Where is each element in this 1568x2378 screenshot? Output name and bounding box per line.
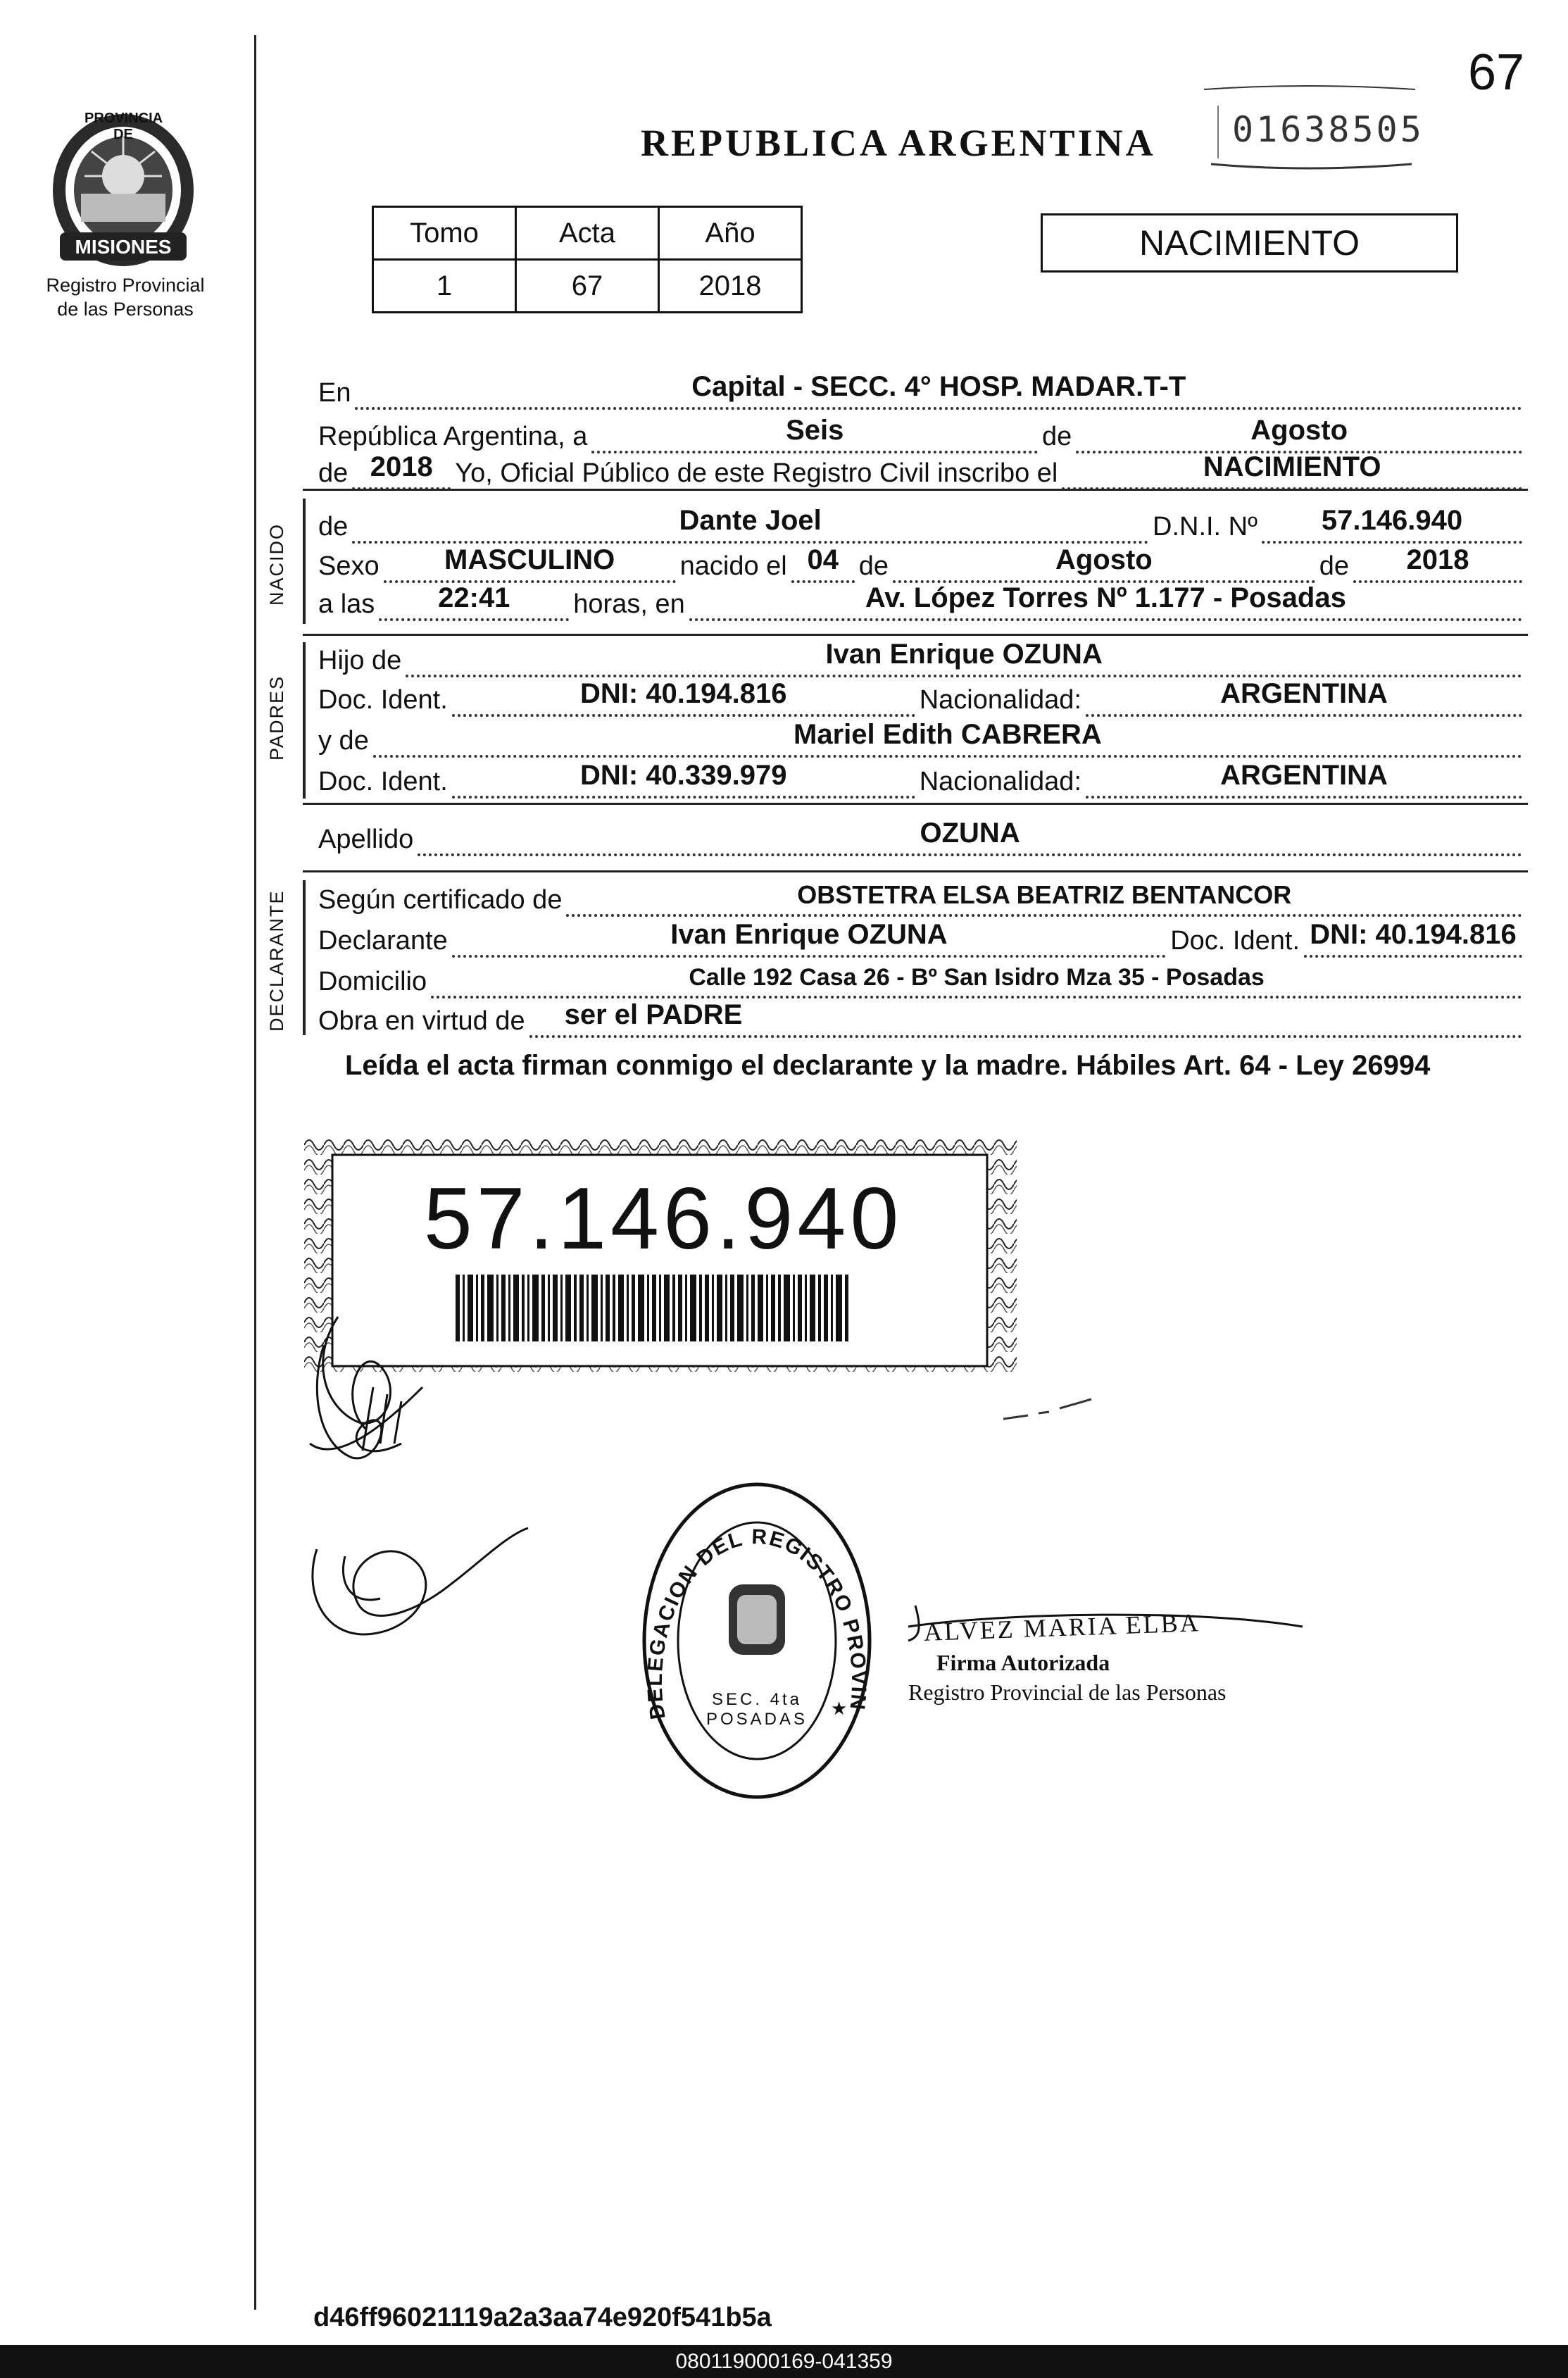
row-time-place bbox=[318, 582, 1526, 621]
row-place bbox=[318, 370, 1526, 410]
row-mother bbox=[318, 718, 1526, 758]
value-birth-day: 04 bbox=[807, 544, 839, 575]
ink-mark bbox=[1000, 1398, 1098, 1426]
field-domicilio bbox=[431, 956, 1522, 999]
signature-block bbox=[908, 1648, 1226, 1707]
padres-bracket bbox=[303, 642, 306, 799]
value-registration-type: NACIMIENTO bbox=[1203, 451, 1381, 482]
field-birth-month bbox=[893, 541, 1315, 583]
signer-name: ALVEZ MARIA ELBA bbox=[923, 1608, 1201, 1646]
signer-role: Firma Autorizada bbox=[936, 1650, 1110, 1675]
header-tomo: Tomo bbox=[373, 207, 516, 260]
field-father-nationality bbox=[1086, 675, 1522, 717]
field-mother-nationality bbox=[1086, 756, 1522, 799]
value-dni: 57.146.940 bbox=[1321, 505, 1463, 536]
field-registration-type bbox=[1062, 448, 1522, 490]
label-de-year-birth: de bbox=[1319, 551, 1349, 581]
label-en: En bbox=[318, 378, 351, 408]
value-birth-year: 2018 bbox=[1406, 544, 1469, 575]
row-apellido bbox=[318, 817, 1526, 856]
row-sex-birth bbox=[318, 544, 1526, 583]
field-day bbox=[591, 411, 1038, 453]
registry-name bbox=[20, 273, 231, 321]
field-apellido bbox=[418, 814, 1522, 856]
value-domicilio: Calle 192 Casa 26 - Bº San Isidro Mza 35 - Posadas bbox=[689, 964, 1265, 991]
value-mother-doc: DNI: 40.339.979 bbox=[579, 760, 787, 791]
label-doc-declarante: Doc. Ident. bbox=[1170, 926, 1300, 956]
label-nationality-mother: Nacionalidad: bbox=[919, 767, 1081, 796]
label-nacido-el: nacido el bbox=[679, 551, 787, 581]
page-number: 67 bbox=[1468, 44, 1525, 101]
signer-office: Registro Provincial de las Personas bbox=[908, 1679, 1227, 1705]
misiones-emblem bbox=[42, 109, 204, 271]
value-day: Seis bbox=[786, 415, 844, 446]
field-capacity bbox=[529, 996, 1522, 1038]
value-father-nationality: ARGENTINA bbox=[1220, 678, 1388, 709]
label-segun: Según certificado de bbox=[318, 885, 563, 915]
label-de-month: de bbox=[858, 551, 889, 581]
official-seal bbox=[637, 1479, 877, 1803]
seal-inner-text: SEC. 4ta POSADAS bbox=[705, 1690, 808, 1729]
field-birth-year bbox=[1353, 541, 1522, 583]
header-acta: Acta bbox=[516, 207, 659, 260]
value-tomo: 1 bbox=[373, 260, 516, 313]
label-horas: horas, en bbox=[573, 589, 685, 619]
registry-line-1: Registro Provincial bbox=[46, 275, 205, 296]
label-de-year: de bbox=[318, 458, 349, 488]
value-child-name: Dante Joel bbox=[679, 505, 822, 536]
field-mother-name bbox=[373, 715, 1522, 758]
value-father-name: Ivan Enrique OZUNA bbox=[825, 639, 1103, 670]
table-value-row bbox=[373, 260, 802, 313]
section-padres-label: PADRES bbox=[266, 675, 287, 761]
table-header-row bbox=[373, 207, 802, 260]
value-birth-place: Av. López Torres Nº 1.177 - Posadas bbox=[865, 582, 1346, 613]
serial-stamp bbox=[1200, 67, 1424, 173]
field-birth-time bbox=[379, 579, 569, 621]
left-margin-line bbox=[254, 35, 256, 2310]
label-oficial: Yo, Oficial Público de este Registro Civil inscribo el bbox=[455, 458, 1058, 488]
act-type-box: NACIMIENTO bbox=[1041, 213, 1458, 273]
row-father-doc bbox=[318, 677, 1526, 717]
signature-scribbles bbox=[296, 1303, 535, 1669]
label-sexo: Sexo bbox=[318, 551, 380, 581]
document-title: REPUBLICA ARGENTINA bbox=[641, 122, 1156, 164]
value-year: 2018 bbox=[370, 451, 433, 482]
section-declarante-label: DECLARANTE bbox=[266, 889, 287, 1032]
value-ano: 2018 bbox=[659, 260, 802, 313]
row-domicilio bbox=[318, 959, 1526, 999]
label-dni: D.N.I. Nº bbox=[1153, 512, 1257, 542]
row-certificate bbox=[318, 877, 1526, 917]
value-acta: 67 bbox=[516, 260, 659, 313]
field-child-name bbox=[352, 501, 1148, 544]
value-birth-month: Agosto bbox=[1055, 544, 1153, 575]
separator-3 bbox=[303, 803, 1528, 805]
value-father-doc: DNI: 40.194.816 bbox=[579, 678, 787, 709]
label-apellido: Apellido bbox=[318, 825, 414, 854]
header-ano: Año bbox=[659, 207, 802, 260]
value-capacity: ser el PADRE bbox=[564, 999, 743, 1030]
row-name-dni bbox=[318, 504, 1526, 544]
separator-1 bbox=[303, 489, 1528, 491]
field-year bbox=[352, 448, 451, 490]
label-domicilio: Domicilio bbox=[318, 967, 427, 996]
nacido-bracket bbox=[303, 499, 306, 624]
row-mother-doc bbox=[318, 759, 1526, 799]
field-declarante-name bbox=[452, 915, 1166, 958]
label-de: de bbox=[1042, 422, 1072, 451]
separator-4 bbox=[303, 870, 1528, 872]
seal-ring-text: DELEGACION DEL REGISTRO PROVIN bbox=[643, 1525, 871, 1722]
label-doc-father: Doc. Ident. bbox=[318, 685, 448, 715]
label-hijo-de: Hijo de bbox=[318, 646, 402, 675]
registry-line-2: de las Personas bbox=[57, 299, 194, 320]
footer-code: 080119000169-041359 bbox=[0, 2345, 1568, 2378]
emblem-text-bottom: MISIONES bbox=[75, 236, 172, 258]
tomo-acta-ano-table bbox=[372, 206, 803, 313]
value-sex: MASCULINO bbox=[444, 544, 615, 575]
section-nacido-label: NACIDO bbox=[266, 522, 287, 606]
field-month bbox=[1076, 411, 1522, 453]
label-de-name: de bbox=[318, 512, 349, 542]
value-mother-nationality: ARGENTINA bbox=[1220, 760, 1388, 791]
value-month: Agosto bbox=[1250, 415, 1348, 446]
row-declarante bbox=[318, 918, 1526, 958]
document-hash: d46ff96021119a2a3aa74e920f541b5a bbox=[313, 2303, 772, 2332]
field-birth-day bbox=[791, 541, 855, 583]
field-sex bbox=[384, 541, 676, 583]
value-declarante-doc: DNI: 40.194.816 bbox=[1310, 919, 1517, 950]
field-father-doc bbox=[452, 675, 915, 717]
label-obra: Obra en virtud de bbox=[318, 1006, 525, 1036]
row-year-oficial bbox=[318, 451, 1526, 490]
row-father bbox=[318, 638, 1526, 677]
label-a-las: a las bbox=[318, 589, 375, 619]
field-place bbox=[355, 368, 1522, 410]
sticker-dni-number: 57.146.940 bbox=[423, 1170, 903, 1268]
emblem-text-top: PROVINCIA DE bbox=[84, 111, 163, 142]
declarante-bracket bbox=[303, 880, 306, 1035]
label-republica: República Argentina, a bbox=[318, 422, 588, 451]
field-certificate bbox=[566, 875, 1522, 917]
seal-star: ★ bbox=[831, 1698, 848, 1719]
closing-text: Leída el acta firman conmigo el declarante y la madre. Hábiles Art. 64 - Ley 26994 bbox=[345, 1050, 1431, 1081]
field-mother-doc bbox=[452, 756, 915, 799]
label-y-de: y de bbox=[318, 726, 369, 756]
field-father-name bbox=[406, 635, 1522, 677]
field-declarante-doc bbox=[1304, 915, 1522, 958]
value-birth-time: 22:41 bbox=[438, 582, 510, 613]
label-doc-mother: Doc. Ident. bbox=[318, 767, 448, 796]
field-birth-place bbox=[689, 579, 1522, 621]
seal-graphic bbox=[637, 1479, 877, 1803]
field-dni bbox=[1262, 501, 1522, 544]
value-mother-name: Mariel Edith CABRERA bbox=[794, 719, 1102, 750]
label-declarante: Declarante bbox=[318, 926, 448, 956]
value-declarante-name: Ivan Enrique OZUNA bbox=[670, 919, 948, 950]
value-apellido: OZUNA bbox=[920, 818, 1020, 849]
label-nationality-father: Nacionalidad: bbox=[919, 685, 1081, 715]
serial-number: 01638505 bbox=[1232, 109, 1424, 150]
row-obra bbox=[318, 999, 1526, 1038]
value-place: Capital - SECC. 4° HOSP. MADAR.T-T bbox=[691, 371, 1186, 402]
value-certificate: OBSTETRA ELSA BEATRIZ BENTANCOR bbox=[797, 880, 1292, 909]
